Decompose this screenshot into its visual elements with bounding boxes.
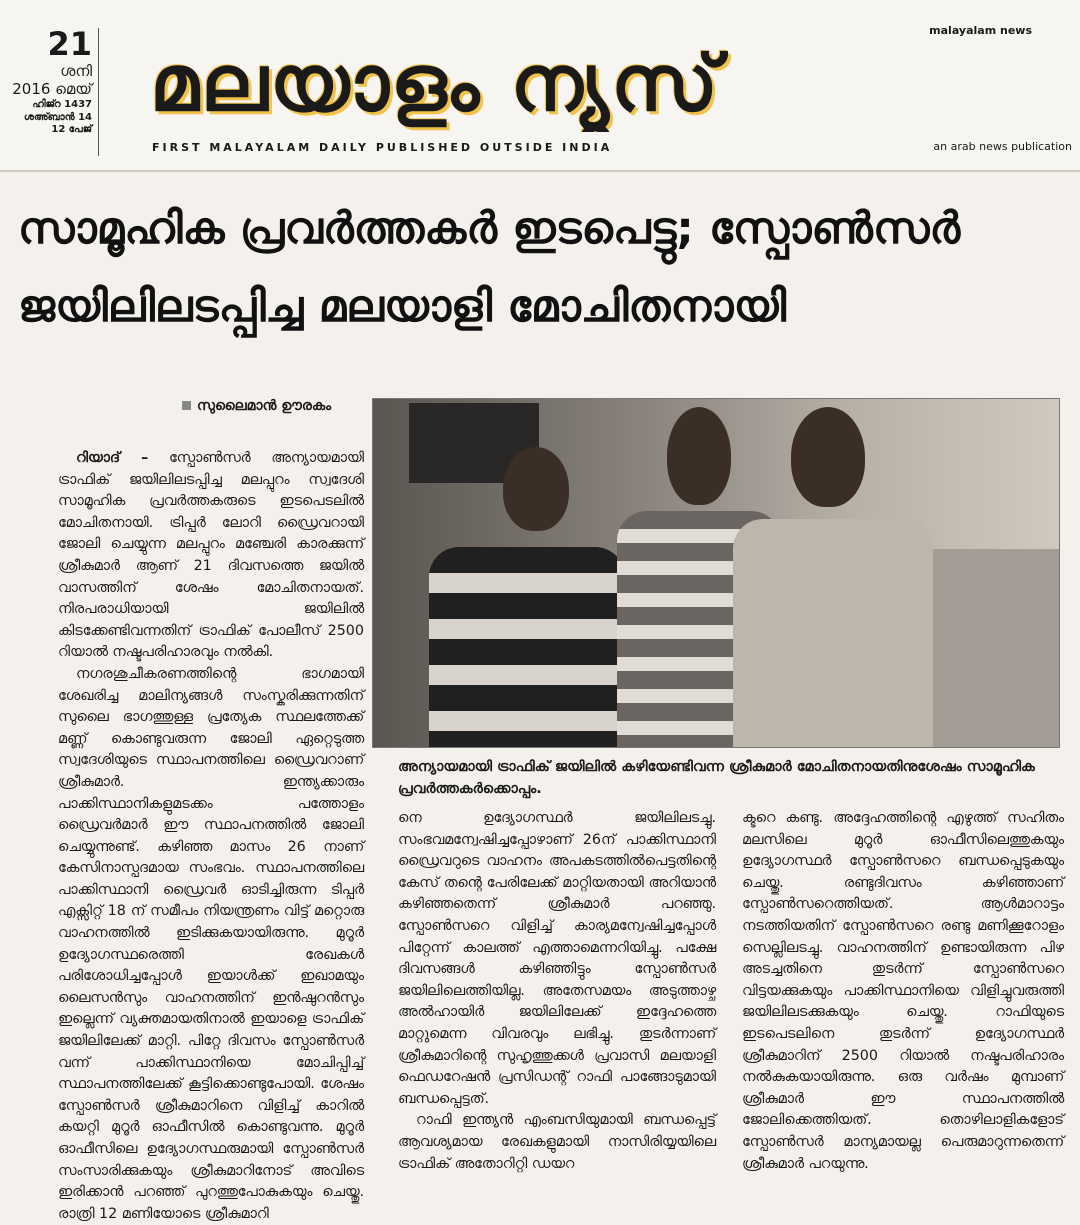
photo-caption: അന്യായമായി ട്രാഫിക് ജയിലിൽ കഴിയേണ്ടിവന്ന ശ്രീകുമാർ മോചിതനായതിനുശേഷം സാമൂഹിക പ്രവർത്തകർക്കൊപ്പം.	[398, 759, 1035, 797]
paragraph-text: സ്പോൺസർ അന്യായമായി ട്രാഫിക് ജയിലിലടപ്പിച്ച മലപ്പുറം സ്വദേശി സാമൂഹിക പ്രവർത്തകരുടെ ഇടപെടലിൽ മോചിതനായി. ട്രിപ്പർ ലോറി ഡ്രൈവറായി ജോലി ചെയ്യുന്ന മലപ്പുറം മഞ്ചേരി കാരക്കുന്ന് ശ്രീകുമാർ ആണ് 21 ദിവസത്തെ ജയിൽ വാസത്തിന് ശേഷം മോചിതനായത്. നിരപരാധിയായി ജയിലിൽ കിടക്കേണ്ടിവന്നതിന് ട്രാഫിക് പോലീസ് 2500 റിയാൽ നഷ്ടപരിഹാരവും നൽകി.	[58, 450, 364, 661]
paragraph	[58, 448, 364, 664]
date-weekday: ശനി	[60, 61, 92, 80]
publication-note: an arab news publication	[933, 140, 1072, 153]
date-day: 21	[47, 25, 92, 63]
paragraph: നെ ഉദ്യോഗസ്ഥർ ജയിലിലടച്ചു. സംഭവമന്വേഷിച്ചപ്പോഴാണ് 26ന് പാക്കിസ്ഥാനി ഡ്രൈവറുടെ വാഹനം അപകടത്തിൽപെട്ടതിന്റെ കേസ് തന്റെ പേരിലേക്ക് മാറ്റിയതായി അറിയാൻ കഴിഞ്ഞതെന്ന് ശ്രീകുമാർ പറഞ്ഞു. സ്പോൺസറെ വിളിച്ച് കാര്യമന്വേഷിച്ചപ്പോൾ പിറ്റേന്ന് കാലത്ത് എത്താമെന്നറിയിച്ചു. പക്ഷേ ദിവസങ്ങൾ കഴിഞ്ഞിട്ടും സ്പോൺസർ ജയിലിലെത്തിയില്ല. അതേസമയം അടുത്താഴ്ച അൽഹായിർ ജയിലിലേക്ക് ഇദ്ദേഹത്തെ മാറ്റുമെന്ന വിവരവും ലഭിച്ചു. തുടർന്നാണ് ശ്രീകുമാറിന്റെ സുഹൃത്തുക്കൾ പ്രവാസി മലയാളി ഫെഡറേഷൻ പ്രസിഡന്റ് റാഫി പാങ്ങോടുമായി ബന്ധപ്പെട്ടത്.	[398, 810, 716, 1107]
byline-square-icon	[182, 401, 191, 410]
date-month: 2016 മെയ്	[12, 80, 92, 99]
masthead	[0, 0, 1080, 172]
paragraph: നഗരശുചീകരണത്തിന്റെ ഭാഗമായി ശേഖരിച്ച മാലിന്യങ്ങൾ സംസ്കരിക്കുന്നതിന് സുലൈ ഭാഗത്തുള്ള പ്രത്യേക സ്ഥലത്തേക്ക് മണ്ണ് കൊണ്ടുവരുന്ന ജോലി ഏറ്റെടുത്ത സ്വദേശിയുടെ സ്ഥാപനത്തിലെ ഡ്രൈവറാണ് ശ്രീകുമാർ. ഇന്ത്യക്കാരും പാക്കിസ്ഥാനികളുമടക്കം പത്തോളം ഡ്രൈവർമാർ ഈ സ്ഥാപനത്തിൽ ജോലി ചെയ്യുന്നുണ്ട്. കഴിഞ്ഞ മാസം 26 നാണ് കേസിനാസ്പദമായ സംഭവം. സ്ഥാപനത്തിലെ പാക്കിസ്ഥാനി ഡ്രൈവർ ഓടിച്ചിരുന്ന ടിപ്പർ എക്സിറ്റ് 18 ന് സമീപം നിയന്ത്രണം വിട്ട് മറ്റൊരു വാഹനത്തിൽ ഇടിക്കുകയായിരുന്നു. മുറൂർ ഉദ്യോഗസ്ഥരെത്തി രേഖകൾ പരിശോധിച്ചപ്പോൾ ഇയാൾക്ക് ഇഖാമയും ലൈസൻസും വാഹനത്തിന് ഇൻഷുറൻസും ഇല്ലെന്ന് വ്യക്തമായതിനാൽ ഇയാളെ ട്രാഫിക് ജയിലിലേക്ക് മാറ്റി. പിറ്റേ ദിവസം സ്പോൺസർ വന്ന് പാക്കിസ്ഥാനിയെ മോചിപ്പിച്ച് സ്ഥാപനത്തിലേക്ക് കൂട്ടിക്കൊണ്ടുപോയി. ശേഷം സ്പോൺസർ ശ്രീകുമാറിനെ വിളിച്ച് കാറിൽ കയറ്റി മുറൂർ ഓഫീസിൽ കൊണ്ടുവന്നു. മുറൂർ ഓഫീസിലെ ഉദ്യോഗസ്ഥരുമായി സ്പോൺസർ സംസാരിക്കുകയും ശ്രീകുമാറിനോട് അവിടെ ഇരിക്കാൻ പറഞ്ഞ് പുറത്തുപോകുകയും ചെയ്തു. രാത്രി 12 മണിയോടെ ശ്രീകുമാറി	[58, 665, 364, 1222]
newspaper-title-logo: മലയാളം ന്യൂസ്	[150, 39, 720, 129]
tagline: FIRST MALAYALAM DAILY PUBLISHED OUTSIDE INDIA	[152, 141, 613, 154]
article-column-3	[742, 808, 1064, 1175]
headline-line-2: ജയിലിലടപ്പിച്ച മലയാളി മോചിതനായി	[18, 281, 787, 332]
byline-author: സുലൈമാൻ ഊരകം	[197, 398, 332, 414]
date-pages: 12 പേജ്	[51, 124, 92, 136]
headline-line-1: സാമൂഹിക പ്രവർത്തകർ ഇടപെട്ടു; സ്പോൺസർ	[18, 203, 961, 254]
paragraph: റാഫി ഇന്ത്യൻ എംബസിയുമായി ബന്ധപ്പെട്ട് ആവശ്യമായ രേഖകളുമായി നാസിരിയ്യയിലെ ട്രാഫിക് അതോറിറ്റി ഡയറ	[398, 1112, 716, 1172]
date-block	[8, 25, 99, 156]
date-shaban: ശഅ്ബാൻ 14	[23, 111, 92, 123]
article-column-2	[398, 808, 716, 1175]
site-name: malayalam news	[929, 24, 1032, 37]
paragraph: ക്ടറെ കണ്ടു. അദ്ദേഹത്തിന്റെ എഴുത്ത് സഹിതം മലസിലെ മുറൂർ ഓഫീസിലെത്തുകയും ഉദ്യോഗസ്ഥർ സ്പോൺസറെ ബന്ധപ്പെടുകയും ചെയ്തു. രണ്ടുദിവസം കഴിഞ്ഞാണ് സ്പോൺസറെത്തിയത്. ആൾമാറാട്ടം നടത്തിയതിന് സ്പോൺസറെ രണ്ടു മണിക്കൂറോളം സെല്ലിലടച്ചു. വാഹനത്തിന് ഉണ്ടായിരുന്ന പിഴ അടച്ചതിനെ തുടർന്ന് സ്പോൺസറെ വിട്ടയക്കുകയും പാക്കിസ്ഥാനിയെ വിളിച്ചുവരുത്തി ജയിലിലടക്കുകയും ചെയ്തു. റാഫിയുടെ ഇടപെടലിനെ തുടർന്ന് ഉദ്യോഗസ്ഥർ ശ്രീകുമാറിന് 2500 റിയാൽ നഷ്ടപരിഹാരം നൽകുകയായിരുന്നു. ഒരു വർഷം മുമ്പാണ് ശ്രീകുമാർ ഈ സ്ഥാപനത്തിൽ ജോലിക്കെത്തിയത്. തൊഴിലാളികളോട് സ്പോൺസർ മാന്യമായല്ല പെരുമാറുന്നതെന്ന് ശ്രീകുമാർ പറയുന്നു.	[742, 810, 1064, 1172]
headline	[18, 190, 1058, 346]
news-photo	[372, 398, 1060, 748]
article-column-1	[58, 448, 364, 1225]
dateline: റിയാദ് –	[76, 450, 149, 466]
date-hijri: ഹിജ്റ 1437	[32, 99, 92, 111]
byline	[182, 398, 331, 414]
